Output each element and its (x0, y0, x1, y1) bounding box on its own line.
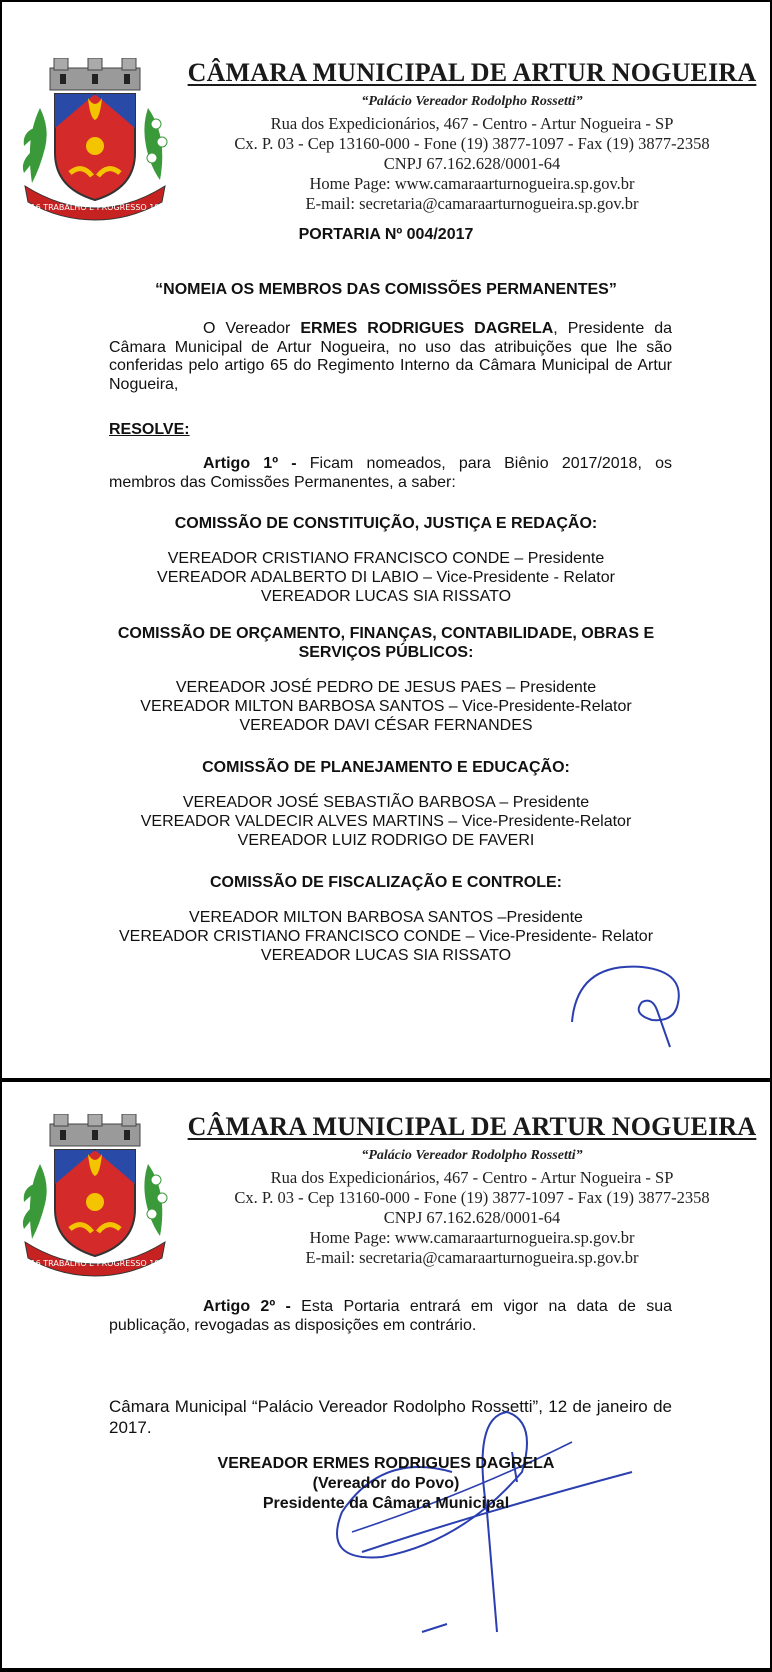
closing-paragraph: Câmara Municipal “Palácio Vereador Rodolpho Rossetti”, 12 de janeiro de 2017. (109, 1397, 672, 1437)
email-line: E-mail: secretaria@camaraarturnogueira.sp.gov.br (305, 1248, 639, 1267)
member: VEREADOR LUIZ RODRIGO DE FAVERI (237, 832, 535, 849)
homepage-line: Home Page: www.camaraarturnogueira.sp.gov.br (309, 174, 635, 193)
initials-signature (562, 952, 702, 1052)
portaria-number: PORTARIA Nº 004/2017 (298, 226, 474, 243)
institution-subtitle: “Palácio Vereador Rodolpho Rossetti” (361, 1148, 583, 1163)
member-vice-president: VEREADOR MILTON BARBOSA SANTOS – Vice-Presidente-Relator (140, 698, 632, 715)
article-1-label: Artigo 1º - (203, 455, 297, 472)
intro-text: , Presidente da Câmara Municipal de Artur Nogueira, no uso das atribuições que lhe são conferidas pelo artigo 65 do Regimento Interno da Câmara Municipal de Artur Nogueira, (109, 320, 673, 393)
commission-fiscalizacao (2, 873, 770, 965)
commission-orcamento (2, 624, 770, 735)
member-president: VEREADOR MILTON BARBOSA SANTOS –Presidente (189, 909, 583, 926)
letterhead (182, 58, 762, 214)
member-president: VEREADOR CRISTIANO FRANCISCO CONDE – Presidente (167, 550, 605, 567)
coat-of-arms-icon (20, 58, 170, 226)
signatory-nickname: (Vereador do Povo) (312, 1475, 460, 1492)
member: VEREADOR LUCAS SIA RISSATO (260, 947, 512, 964)
signatory-role: Presidente da Câmara Municipal (262, 1495, 510, 1512)
article-2-text: Esta Portaria entrará em vigor na data de sua publicação, revogadas as disposições em contrário. (109, 1298, 673, 1334)
institution-subtitle: “Palácio Vereador Rodolpho Rossetti” (361, 94, 583, 109)
article-2 (109, 1298, 672, 1335)
member-president: VEREADOR JOSÉ SEBASTIÃO BARBOSA – Presidente (182, 794, 590, 811)
commission-title: COMISSÃO DE PLANEJAMENTO E EDUCAÇÃO: (202, 759, 570, 776)
crest-ribbon-text: 1916 TRABALHO E PROGRESSO 1948 (20, 1259, 170, 1268)
commission-title: COMISSÃO DE CONSTITUIÇÃO, JUSTIÇA E REDAÇÃO: (174, 515, 598, 532)
email-line: E-mail: secretaria@camaraarturnogueira.sp.gov.br (305, 194, 639, 213)
intro-paragraph (109, 320, 672, 394)
coat-of-arms-icon (20, 1114, 170, 1282)
commission-constituicao (2, 514, 770, 606)
contact-block (182, 1168, 762, 1268)
commission-title: COMISSÃO DE FISCALIZAÇÃO E CONTROLE: (210, 874, 562, 891)
cnpj-line: CNPJ 67.162.628/0001-64 (383, 154, 561, 173)
member-vice-president: VEREADOR VALDECIR ALVES MARTINS – Vice-Presidente-Relator (140, 813, 632, 830)
document-page-2 (2, 1082, 770, 1668)
commission-title-line-1: COMISSÃO DE ORÇAMENTO, FINANÇAS, CONTABILIDADE, OBRAS E (117, 625, 655, 642)
resolve-label: RESOLVE: (109, 421, 190, 438)
signature-block (2, 1454, 770, 1514)
member-vice-president: VEREADOR ADALBERTO DI LABIO – Vice-Presidente - Relator (157, 569, 615, 586)
member: VEREADOR LUCAS SIA RISSATO (260, 588, 512, 605)
postal-phone-line: Cx. P. 03 - Cep 13160-000 - Fone (19) 3877-1097 - Fax (19) 3877-2358 (234, 134, 710, 153)
article-1 (109, 455, 672, 492)
president-name: ERMES RODRIGUES DAGRELA (300, 320, 554, 337)
article-2-label: Artigo 2º - (203, 1298, 291, 1315)
portaria-heading: “NOMEIA OS MEMBROS DAS COMISSÕES PERMANENTES” (155, 281, 617, 298)
signatory-name: VEREADOR ERMES RODRIGUES DAGRELA (217, 1455, 555, 1472)
member-president: VEREADOR JOSÉ PEDRO DE JESUS PAES – Presidente (175, 679, 597, 696)
cnpj-line: CNPJ 67.162.628/0001-64 (383, 1208, 561, 1227)
address-line: Rua dos Expedicionários, 467 - Centro - Artur Nogueira - SP (270, 1168, 674, 1187)
institution-title: CÂMARA MUNICIPAL DE ARTUR NOGUEIRA (187, 58, 757, 87)
member: VEREADOR DAVI CÉSAR FERNANDES (239, 717, 533, 734)
member-vice-president: VEREADOR CRISTIANO FRANCISCO CONDE – Vice-Presidente- Relator (118, 928, 654, 945)
letterhead (182, 1112, 762, 1268)
institution-title: CÂMARA MUNICIPAL DE ARTUR NOGUEIRA (187, 1112, 757, 1141)
address-line: Rua dos Expedicionários, 467 - Centro - Artur Nogueira - SP (270, 114, 674, 133)
contact-block (182, 114, 762, 214)
intro-prefix: O Vereador (203, 320, 301, 337)
homepage-line: Home Page: www.camaraarturnogueira.sp.gov.br (309, 1228, 635, 1247)
commission-planejamento (2, 758, 770, 850)
document-page-1 (2, 2, 770, 1078)
postal-phone-line: Cx. P. 03 - Cep 13160-000 - Fone (19) 3877-1097 - Fax (19) 3877-2358 (234, 1188, 710, 1207)
crest-ribbon-text: 1916 TRABALHO E PROGRESSO 1948 (20, 203, 170, 212)
article-1-text: Ficam nomeados, para Biênio 2017/2018, os membros das Comissões Permanentes, a saber: (109, 455, 672, 491)
commission-title-line-2: SERVIÇOS PÚBLICOS: (298, 644, 474, 661)
